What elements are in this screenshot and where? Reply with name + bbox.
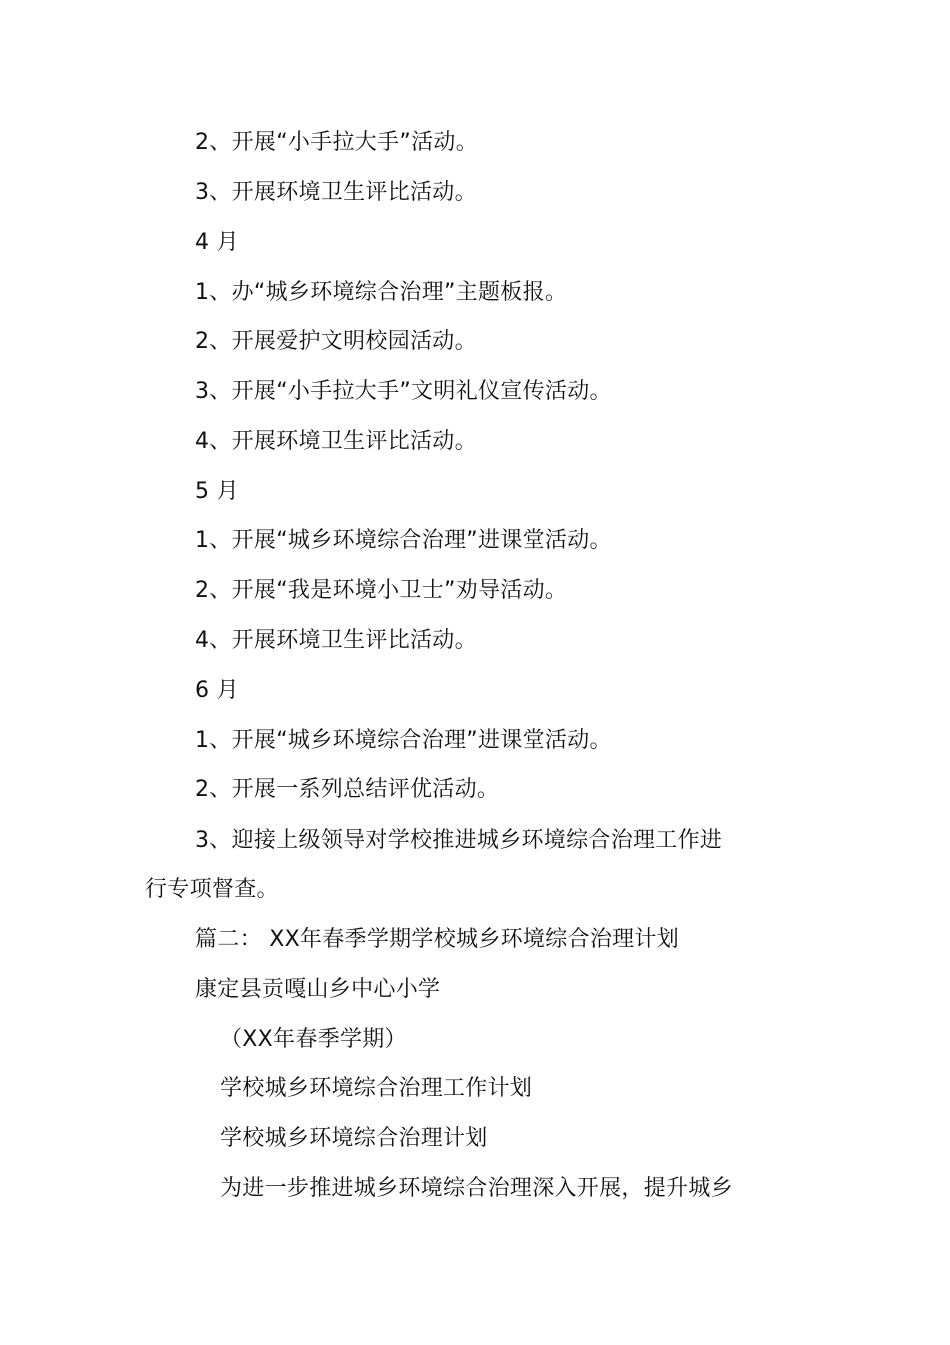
month-heading-june: 6 月: [195, 678, 239, 703]
text-line-april-3: 3、开展“小手拉大手”文明礼仪宣传活动。: [195, 379, 612, 404]
intro-paragraph: 为进一步推进城乡环境综合治理深入开展，提升城乡: [220, 1176, 733, 1201]
section-title-part-two: 篇二： XX年春季学期学校城乡环境综合治理计划: [195, 927, 680, 952]
school-name: 康定县贡嘎山乡中心小学: [195, 977, 441, 1002]
text-line-activity-2: 2、开展“小手拉大手”活动。: [195, 130, 478, 155]
plan-title: 学校城乡环境综合治理工作计划: [220, 1076, 533, 1101]
text-line-april-4: 4、开展环境卫生评比活动。: [195, 429, 477, 454]
text-line-april-2: 2、开展爱护文明校园活动。: [195, 329, 477, 354]
semester-label: （XX年春季学期）: [220, 1027, 407, 1052]
text-line-may-1: 1、开展“城乡环境综合治理”进课堂活动。: [195, 528, 612, 553]
text-line-june-3-continued: 行专项督查。: [145, 877, 279, 902]
text-line-april-1: 1、办“城乡环境综合治理”主题板报。: [195, 280, 568, 305]
text-line-activity-3: 3、开展环境卫生评比活动。: [195, 180, 477, 205]
text-line-june-1: 1、开展“城乡环境综合治理”进课堂活动。: [195, 728, 612, 753]
month-heading-may: 5 月: [195, 479, 239, 504]
text-line-june-2: 2、开展一系列总结评优活动。: [195, 777, 500, 802]
text-line-may-2: 2、开展“我是环境小卫士”劝导活动。: [195, 578, 568, 603]
month-heading-april: 4 月: [195, 230, 239, 255]
text-line-may-4: 4、开展环境卫生评比活动。: [195, 628, 477, 653]
text-line-june-3: 3、迎接上级领导对学校推进城乡环境综合治理工作进: [195, 828, 723, 853]
plan-subtitle: 学校城乡环境综合治理计划: [220, 1126, 488, 1151]
